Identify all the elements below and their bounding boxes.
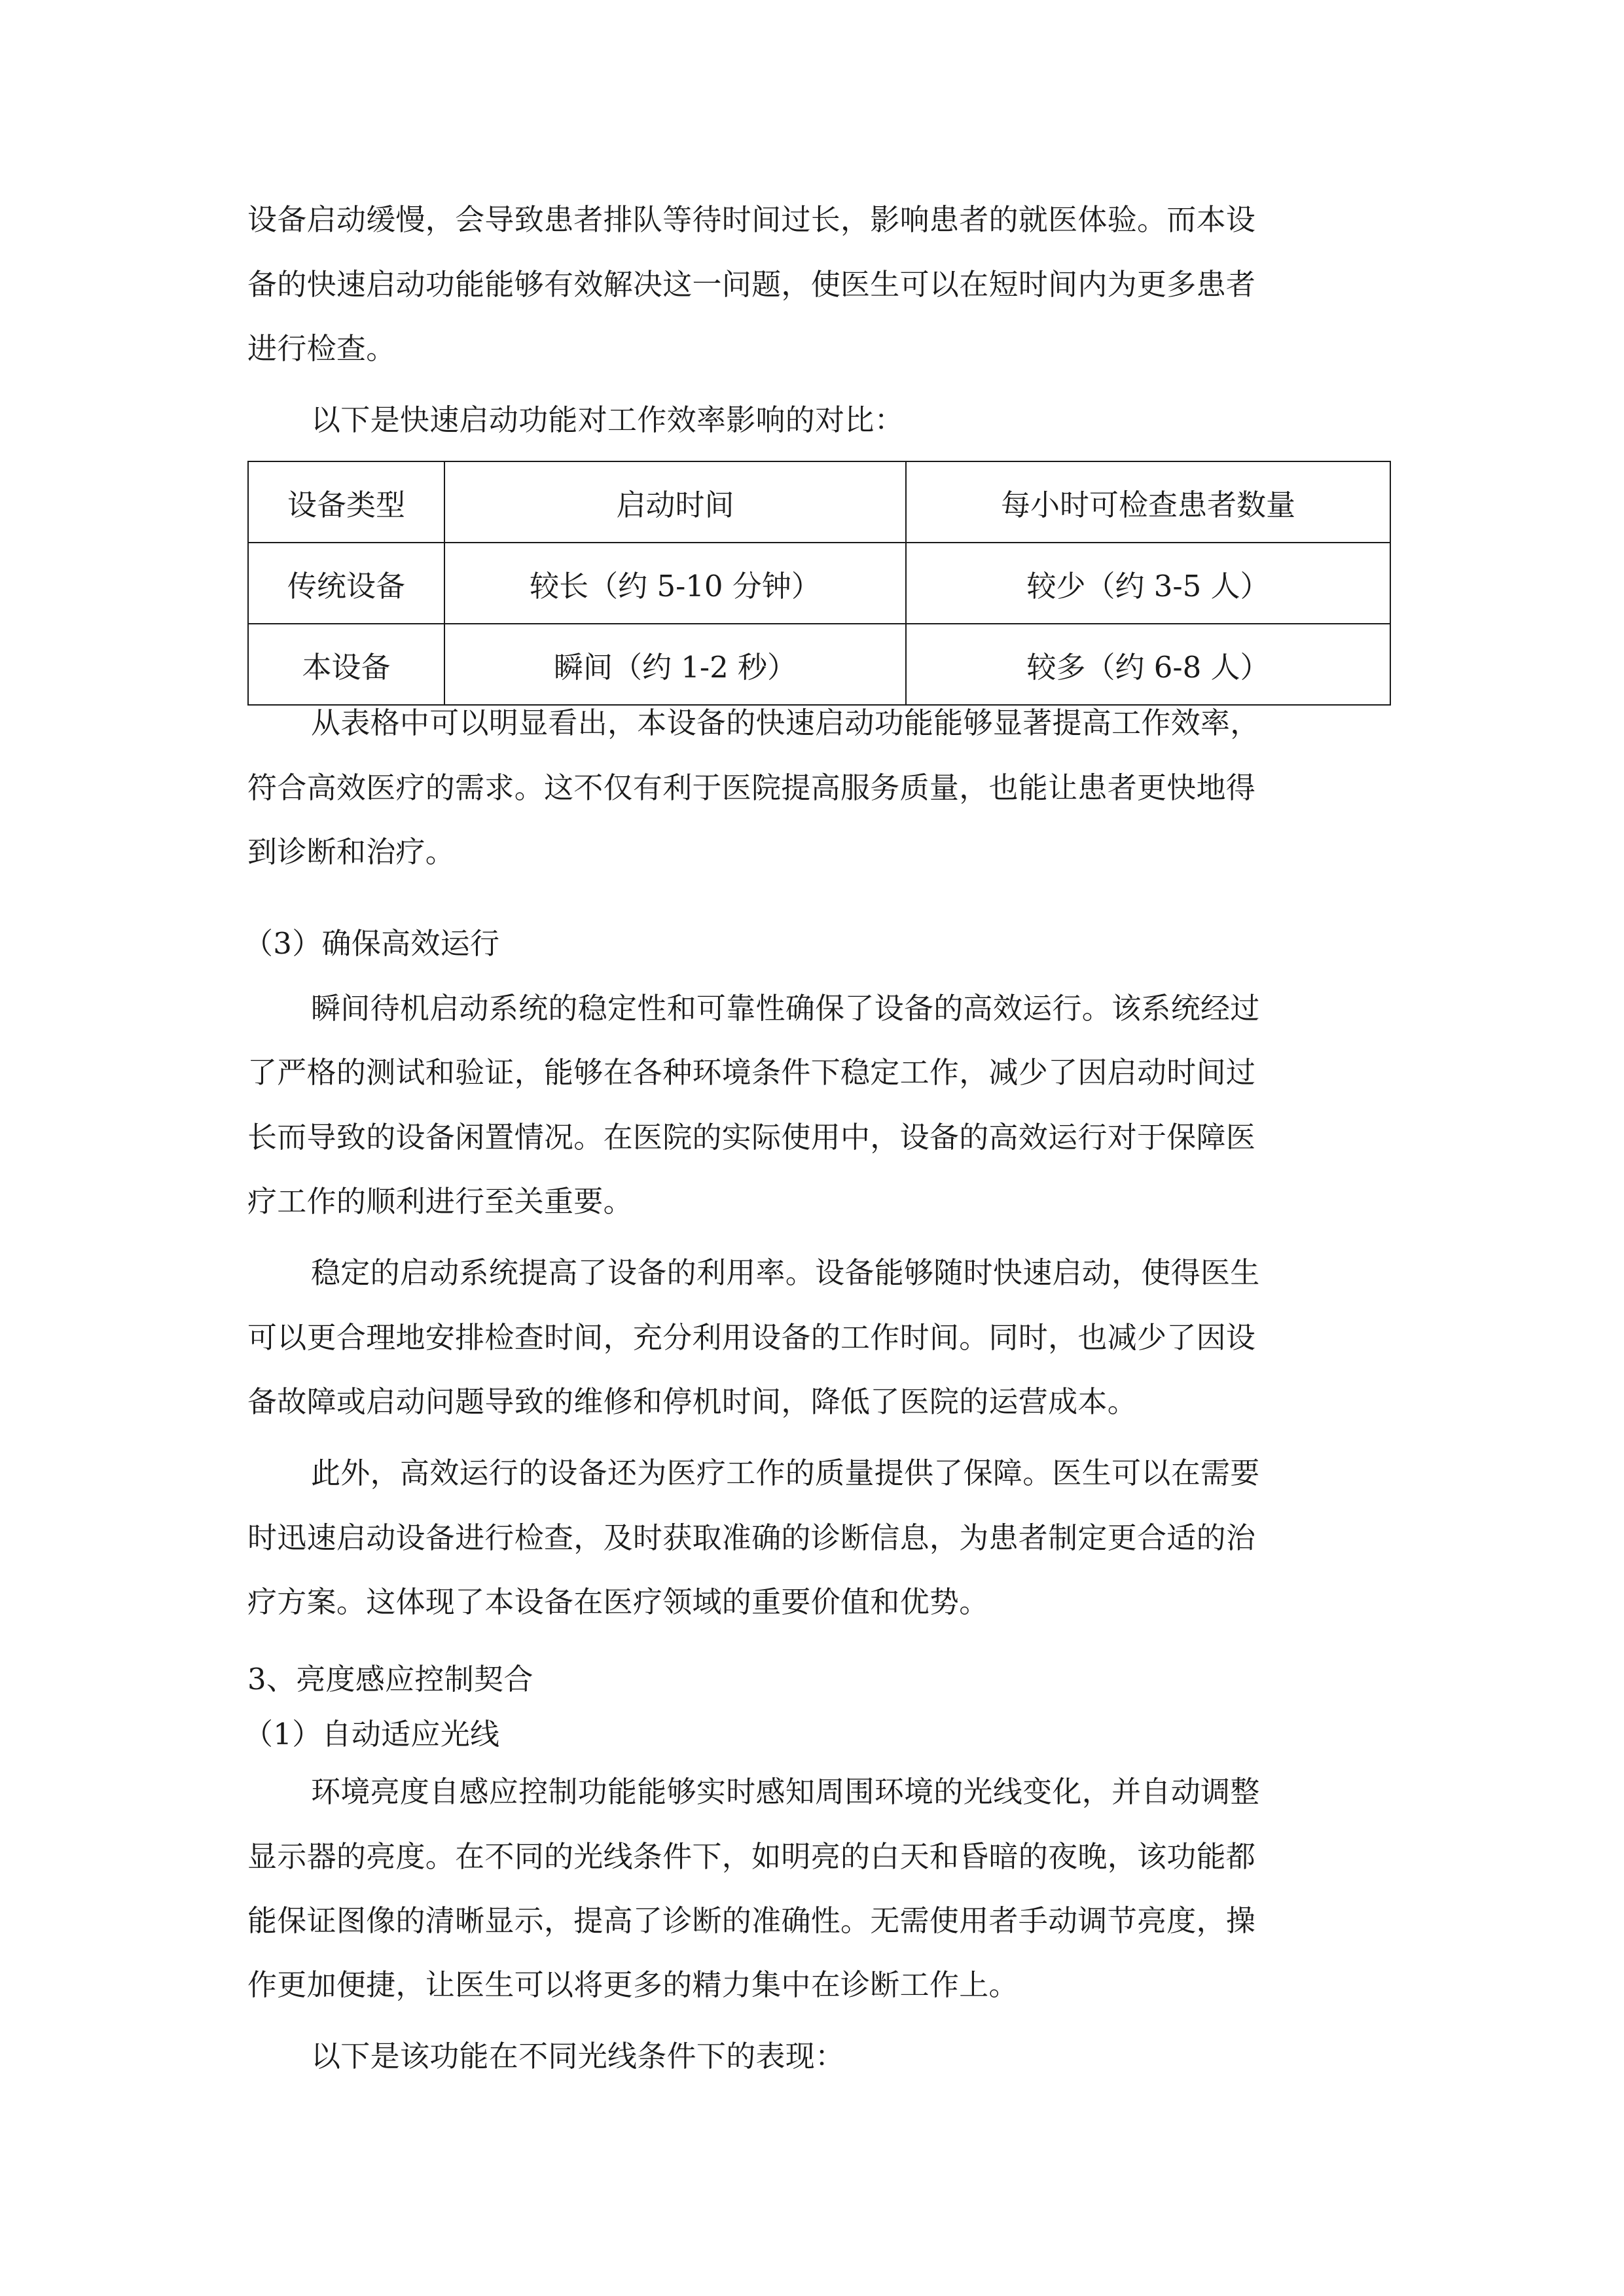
table-cell: 本设备 xyxy=(248,624,444,705)
paragraph-line: 进行检查。 xyxy=(247,331,396,366)
paragraph-line: 稳定的启动系统提高了设备的利用率。设备能够随时快速启动，使得医生 xyxy=(311,1255,1260,1290)
table-header-cell: 每小时可检查患者数量 xyxy=(906,461,1390,543)
table-header-cell: 设备类型 xyxy=(248,461,444,543)
table-cell: 较多（约 6-8 人） xyxy=(906,624,1390,705)
table-cell: 传统设备 xyxy=(248,543,444,624)
subheading: （3）确保高效运行 xyxy=(244,926,500,961)
paragraph-line: 了严格的测试和验证，能够在各种环境条件下稳定工作，减少了因启动时间过 xyxy=(247,1055,1256,1090)
paragraph-line: 作更加便捷，让医生可以将更多的精力集中在诊断工作上。 xyxy=(247,1967,1019,2002)
paragraph-line: 显示器的亮度。在不同的光线条件下，如明亮的白天和昏暗的夜晚，该功能都 xyxy=(247,1839,1256,1874)
table-cell: 较长（约 5-10 分钟） xyxy=(444,543,906,624)
paragraph-line: 备的快速启动功能能够有效解决这一问题，使医生可以在短时间内为更多患者 xyxy=(247,267,1256,302)
section-heading: 3、亮度感应控制契合 xyxy=(247,1662,533,1696)
paragraph-line: 能保证图像的清晰显示，提高了诊断的准确性。无需使用者手动调节亮度，操 xyxy=(247,1903,1256,1938)
table-cell: 较少（约 3-5 人） xyxy=(906,543,1390,624)
table-row xyxy=(248,624,1390,705)
paragraph-line: 从表格中可以明显看出，本设备的快速启动功能能够显著提高工作效率， xyxy=(311,706,1260,740)
paragraph-line: 备故障或启动问题导致的维修和停机时间，降低了医院的运营成本。 xyxy=(247,1384,1138,1419)
paragraph-line: 符合高效医疗的需求。这不仅有利于医院提高服务质量，也能让患者更快地得 xyxy=(247,770,1256,805)
paragraph-line: 到诊断和治疗。 xyxy=(247,834,456,869)
table-intro: 以下是快速启动功能对工作效率影响的对比： xyxy=(311,403,905,437)
paragraph-line: 设备启动缓慢，会导致患者排队等待时间过长，影响患者的就医体验。而本设 xyxy=(247,202,1256,237)
paragraph-line: 时迅速启动设备进行检查，及时获取准确的诊断信息，为患者制定更合适的治 xyxy=(247,1520,1256,1555)
comparison-table xyxy=(247,461,1391,706)
paragraph-line: 以下是该功能在不同光线条件下的表现： xyxy=(311,2039,845,2073)
paragraph-line: 长而导致的设备闲置情况。在医院的实际使用中，设备的高效运行对于保障医 xyxy=(247,1120,1256,1155)
table-header-cell: 启动时间 xyxy=(444,461,906,543)
paragraph-line: 环境亮度自感应控制功能能够实时感知周围环境的光线变化，并自动调整 xyxy=(311,1774,1260,1809)
paragraph-line: 瞬间待机启动系统的稳定性和可靠性确保了设备的高效运行。该系统经过 xyxy=(311,991,1260,1026)
subheading: （1）自动适应光线 xyxy=(244,1717,500,1751)
paragraph-line: 可以更合理地安排检查时间，充分利用设备的工作时间。同时，也减少了因设 xyxy=(247,1320,1256,1355)
paragraph-line: 疗工作的顺利进行至关重要。 xyxy=(247,1184,633,1219)
paragraph-line: 疗方案。这体现了本设备在医疗领域的重要价值和优势。 xyxy=(247,1585,989,1619)
paragraph-line: 此外，高效运行的设备还为医疗工作的质量提供了保障。医生可以在需要 xyxy=(311,1456,1260,1490)
table-row xyxy=(248,543,1390,624)
table-cell: 瞬间（约 1-2 秒） xyxy=(444,624,906,705)
table-header-row xyxy=(248,461,1390,543)
document-page xyxy=(244,0,1390,2296)
